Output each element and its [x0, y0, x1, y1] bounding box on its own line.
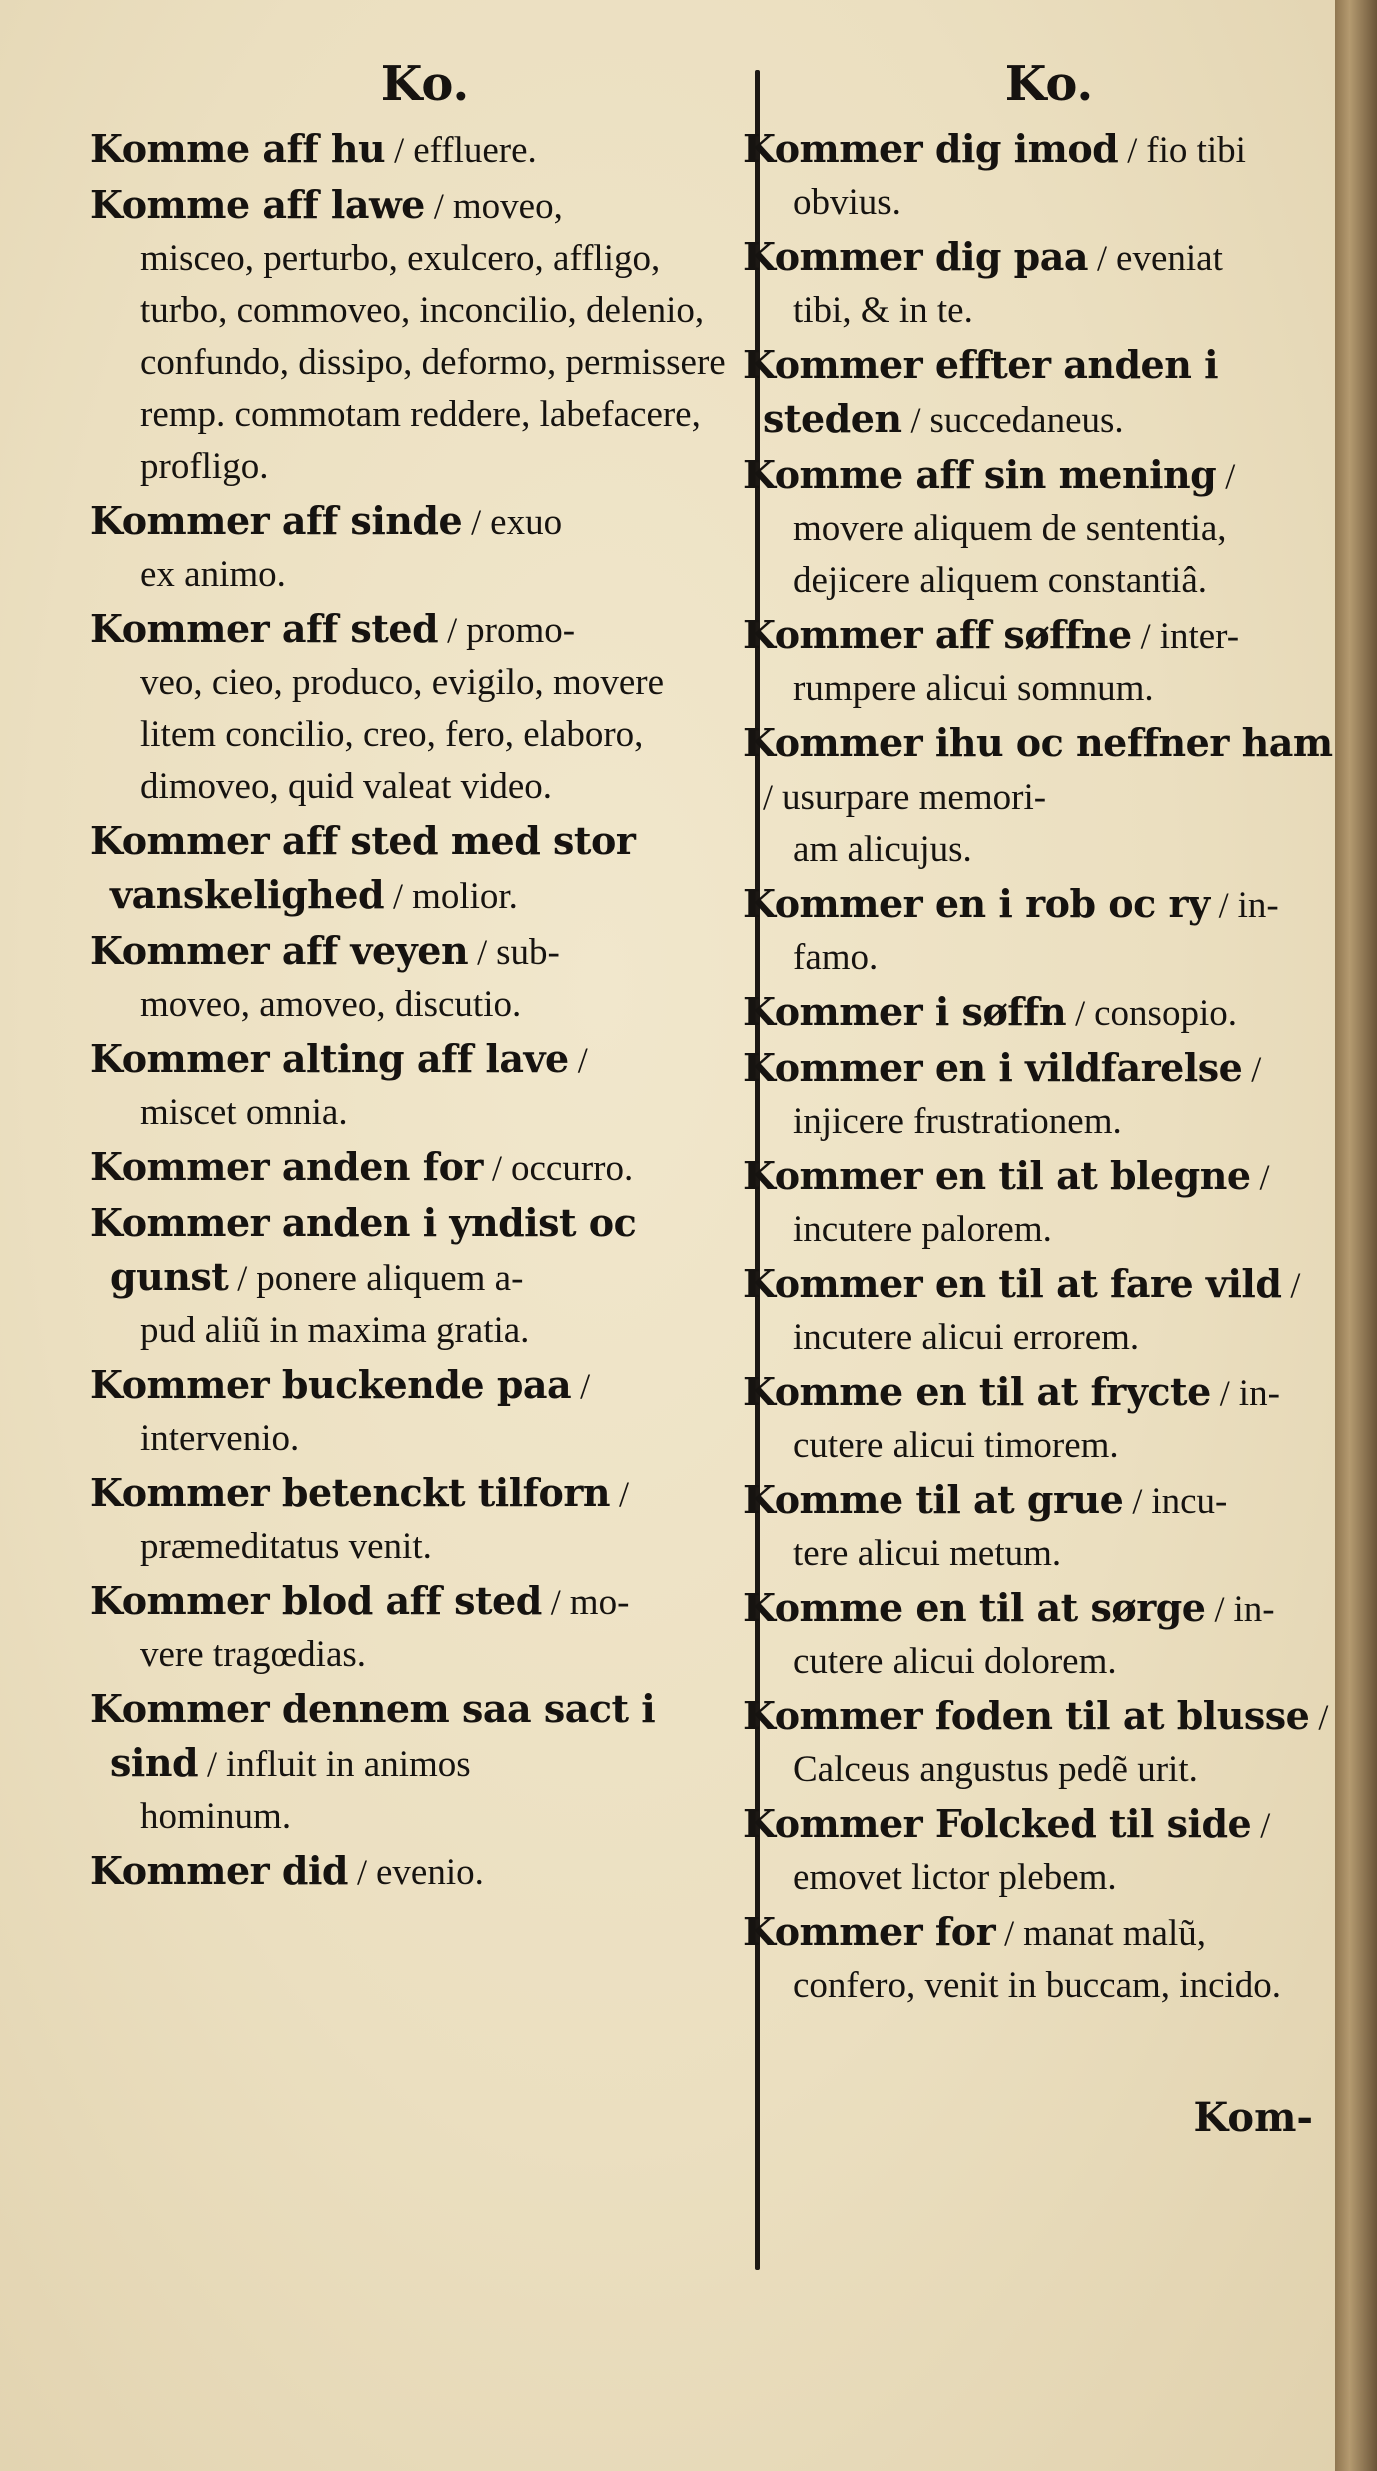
dictionary-entry: [743, 1474, 1335, 1580]
gloss-first-line: succedaneus.: [929, 400, 1124, 441]
left-column: [90, 45, 740, 1901]
gloss-continuation: intervenio.: [140, 1418, 300, 1459]
gloss-continuation: obvius.: [793, 182, 901, 223]
headword: Kommer for: [743, 1909, 996, 1954]
dictionary-entry: [90, 1845, 740, 1899]
headword: Kommer anden for: [90, 1144, 483, 1189]
entry-separator: /: [347, 1852, 376, 1892]
dictionary-entry: [90, 495, 740, 601]
headword: Komme aff sin mening: [743, 452, 1217, 497]
entry-separator: /: [1131, 616, 1160, 656]
gloss-continuation: ex animo.: [140, 554, 286, 595]
dictionary-entry: [743, 1258, 1335, 1364]
entry-separator: /: [995, 1913, 1024, 1953]
gloss-first-line: sub-: [496, 932, 560, 973]
dictionary-entry: [743, 1690, 1335, 1796]
gloss-first-line: molior.: [412, 876, 518, 917]
gloss-first-line: ponere aliquem a-: [256, 1258, 524, 1299]
gloss-first-line: in-: [1237, 885, 1279, 926]
headword: Kommer aff sted: [90, 606, 439, 651]
entry-separator: /: [1216, 456, 1236, 496]
dictionary-entry: [743, 717, 1335, 876]
headword: Kommer en i vildfarelse: [743, 1045, 1243, 1090]
gloss-continuation: incutere alicui errorem.: [793, 1317, 1140, 1358]
gloss-first-line: manat malũ,: [1023, 1913, 1206, 1954]
headword: Kommer anden i yndist oc gunst: [90, 1200, 637, 1299]
gloss-first-line: occurro.: [510, 1148, 634, 1189]
headword: Kommer aff sinde: [90, 498, 463, 543]
dictionary-entry: [743, 1906, 1335, 2012]
gloss-first-line: in-: [1238, 1373, 1280, 1414]
gloss-first-line: eveniat: [1116, 238, 1223, 279]
dictionary-entry: [743, 1150, 1335, 1256]
headword: Kommer dennem saa sact i sind: [90, 1686, 656, 1785]
entry-separator: /: [468, 932, 497, 972]
right-column: [743, 45, 1335, 2014]
gloss-continuation: misceo, perturbo, exulcero, affligo, turbo, commoveo, inconcilio, delenio, confundo, dissipo, deformo, permissere remp. commotam reddere, labefacere, profligo.: [140, 238, 726, 487]
headword: Kommer foden til at blusse: [743, 1693, 1310, 1738]
gloss-first-line: promo-: [466, 610, 576, 651]
right-column-header: Ko.: [1004, 56, 1094, 112]
entry-separator: /: [462, 502, 491, 542]
catchword: Kom-: [1193, 2094, 1313, 2141]
gloss-continuation: incutere palorem.: [793, 1209, 1052, 1250]
headword: Kommer Folcked til side: [743, 1801, 1252, 1846]
entry-separator: /: [384, 876, 413, 916]
gloss-continuation: famo.: [793, 937, 879, 978]
headword: Kommer blod aff sted: [90, 1578, 542, 1623]
gloss-first-line: exuo: [490, 502, 563, 543]
dictionary-entry: [743, 231, 1335, 337]
gloss-first-line: influit in animos: [226, 1744, 471, 1785]
headword: Kommer effter anden i steden: [743, 342, 1219, 441]
gloss-first-line: in-: [1233, 1589, 1275, 1630]
dictionary-entry: [743, 449, 1335, 607]
headword: Komme aff hu: [90, 126, 386, 171]
headword: Kommer en i rob oc ry: [743, 881, 1210, 926]
headword: Komme aff lawe: [90, 182, 425, 227]
dictionary-entry: [743, 1042, 1335, 1148]
headword: Kommer did: [90, 1848, 348, 1893]
gloss-first-line: mo-: [569, 1582, 630, 1623]
gloss-continuation: confero, venit in buccam, incido.: [793, 1965, 1282, 2006]
dictionary-entry: [90, 815, 740, 923]
entry-separator: /: [541, 1582, 570, 1622]
entry-separator: /: [438, 610, 467, 650]
headword: Kommer buckende paa: [90, 1362, 572, 1407]
gloss-first-line: usurpare memori-: [782, 777, 1047, 818]
dictionary-entry: [90, 179, 740, 493]
entry-separator: /: [385, 130, 414, 170]
entry-separator: /: [1123, 1481, 1152, 1521]
gloss-continuation: emovet lictor plebem.: [793, 1857, 1117, 1898]
headword: Kommer en til at blegne: [743, 1153, 1251, 1198]
dictionary-entry: [90, 123, 740, 177]
headword: Kommer aff veyen: [90, 928, 469, 973]
dictionary-entry: [743, 1798, 1335, 1904]
dictionary-entry: [90, 1575, 740, 1681]
gloss-first-line: inter-: [1159, 616, 1240, 657]
gloss-continuation: miscet omnia.: [140, 1092, 348, 1133]
gloss-continuation: injicere frustrationem.: [793, 1101, 1122, 1142]
gloss-continuation: moveo, amoveo, discutio.: [140, 984, 522, 1025]
entry-separator: /: [1281, 1265, 1301, 1305]
dictionary-entry: [743, 1582, 1335, 1688]
entry-separator: /: [1250, 1157, 1270, 1197]
entry-separator: /: [424, 186, 453, 226]
gloss-first-line: moveo,: [452, 186, 563, 227]
entry-separator: /: [1205, 1589, 1234, 1629]
entry-separator: /: [482, 1148, 511, 1188]
gloss-first-line: effluere.: [413, 130, 537, 171]
gloss-continuation: præmeditatus venit.: [140, 1526, 432, 1567]
entry-separator: /: [1066, 993, 1095, 1033]
gloss-continuation: movere aliquem de sententia, dejicere aliquem constantiâ.: [793, 508, 1227, 601]
headword: Kommer en til at fare vild: [743, 1261, 1282, 1306]
entry-separator: /: [1088, 238, 1117, 278]
left-column-header: Ko.: [380, 56, 470, 112]
dictionary-entry: [90, 603, 740, 813]
headword: Kommer dig paa: [743, 234, 1089, 279]
gloss-continuation: tere alicui metum.: [793, 1533, 1062, 1574]
right-entry-list: [743, 123, 1335, 2012]
headword: Kommer betenckt tilforn: [90, 1470, 610, 1515]
gloss-continuation: am alicujus.: [793, 829, 972, 870]
dictionary-entry: [743, 986, 1335, 1040]
entry-separator: /: [901, 400, 930, 440]
dictionary-entry: [90, 1683, 740, 1843]
dictionary-entry: [90, 1033, 740, 1139]
dictionary-entry: [90, 1359, 740, 1465]
left-entry-list: [90, 123, 740, 1899]
headword: Kommer alting aff lave: [90, 1036, 569, 1081]
headword: Komme til at grue: [743, 1477, 1124, 1522]
headword: Kommer i søffn: [743, 989, 1067, 1034]
entry-separator: /: [198, 1744, 227, 1784]
dictionary-entry: [743, 1366, 1335, 1472]
gloss-continuation: vere tragœdias.: [140, 1634, 367, 1675]
gloss-continuation: rumpere alicui somnum.: [793, 668, 1154, 709]
dictionary-entry: [743, 878, 1335, 984]
headword: Kommer ihu oc neffner ham: [743, 720, 1333, 765]
entry-separator: /: [1209, 885, 1238, 925]
entry-separator: /: [228, 1258, 257, 1298]
entry-separator: /: [1210, 1373, 1239, 1413]
dictionary-entry: [90, 925, 740, 1031]
entry-separator: /: [763, 777, 783, 817]
entry-separator: /: [610, 1474, 630, 1514]
headword: Kommer aff søffne: [743, 612, 1132, 657]
gloss-continuation: tibi, & in te.: [793, 290, 973, 331]
entry-separator: /: [568, 1040, 588, 1080]
dictionary-entry: [90, 1197, 740, 1357]
headword: Komme en til at sørge: [743, 1585, 1206, 1630]
entry-separator: /: [1118, 130, 1147, 170]
dictionary-entry: [90, 1141, 740, 1195]
headword: Kommer dig imod: [743, 126, 1119, 171]
headword: Kommer aff sted med stor vanskelighed: [90, 818, 636, 917]
gloss-continuation: cutere alicui dolorem.: [793, 1641, 1117, 1682]
dictionary-entry: [743, 339, 1335, 447]
book-spine-edge: [1335, 0, 1377, 2471]
headword: Komme en til at frycte: [743, 1369, 1211, 1414]
gloss-continuation: hominum.: [140, 1796, 292, 1837]
gloss-first-line: consopio.: [1094, 993, 1237, 1034]
entry-separator: /: [571, 1366, 591, 1406]
entry-separator: /: [1309, 1697, 1329, 1737]
gloss-first-line: fio tibi: [1146, 130, 1246, 171]
entry-separator: /: [1251, 1805, 1271, 1845]
gloss-first-line: evenio.: [375, 1852, 484, 1893]
gloss-continuation: Calceus angustus pedẽ urit.: [793, 1749, 1198, 1790]
dictionary-entry: [743, 123, 1335, 229]
dictionary-entry: [743, 609, 1335, 715]
gloss-first-line: incu-: [1151, 1481, 1228, 1522]
gloss-continuation: cutere alicui timorem.: [793, 1425, 1119, 1466]
dictionary-entry: [90, 1467, 740, 1573]
gloss-continuation: pud aliũ in maxima gratia.: [140, 1310, 530, 1351]
gloss-continuation: veo, cieo, produco, evigilo, movere litem concilio, creo, fero, elaboro, dimoveo, quid valeat video.: [140, 662, 664, 807]
entry-separator: /: [1242, 1049, 1262, 1089]
